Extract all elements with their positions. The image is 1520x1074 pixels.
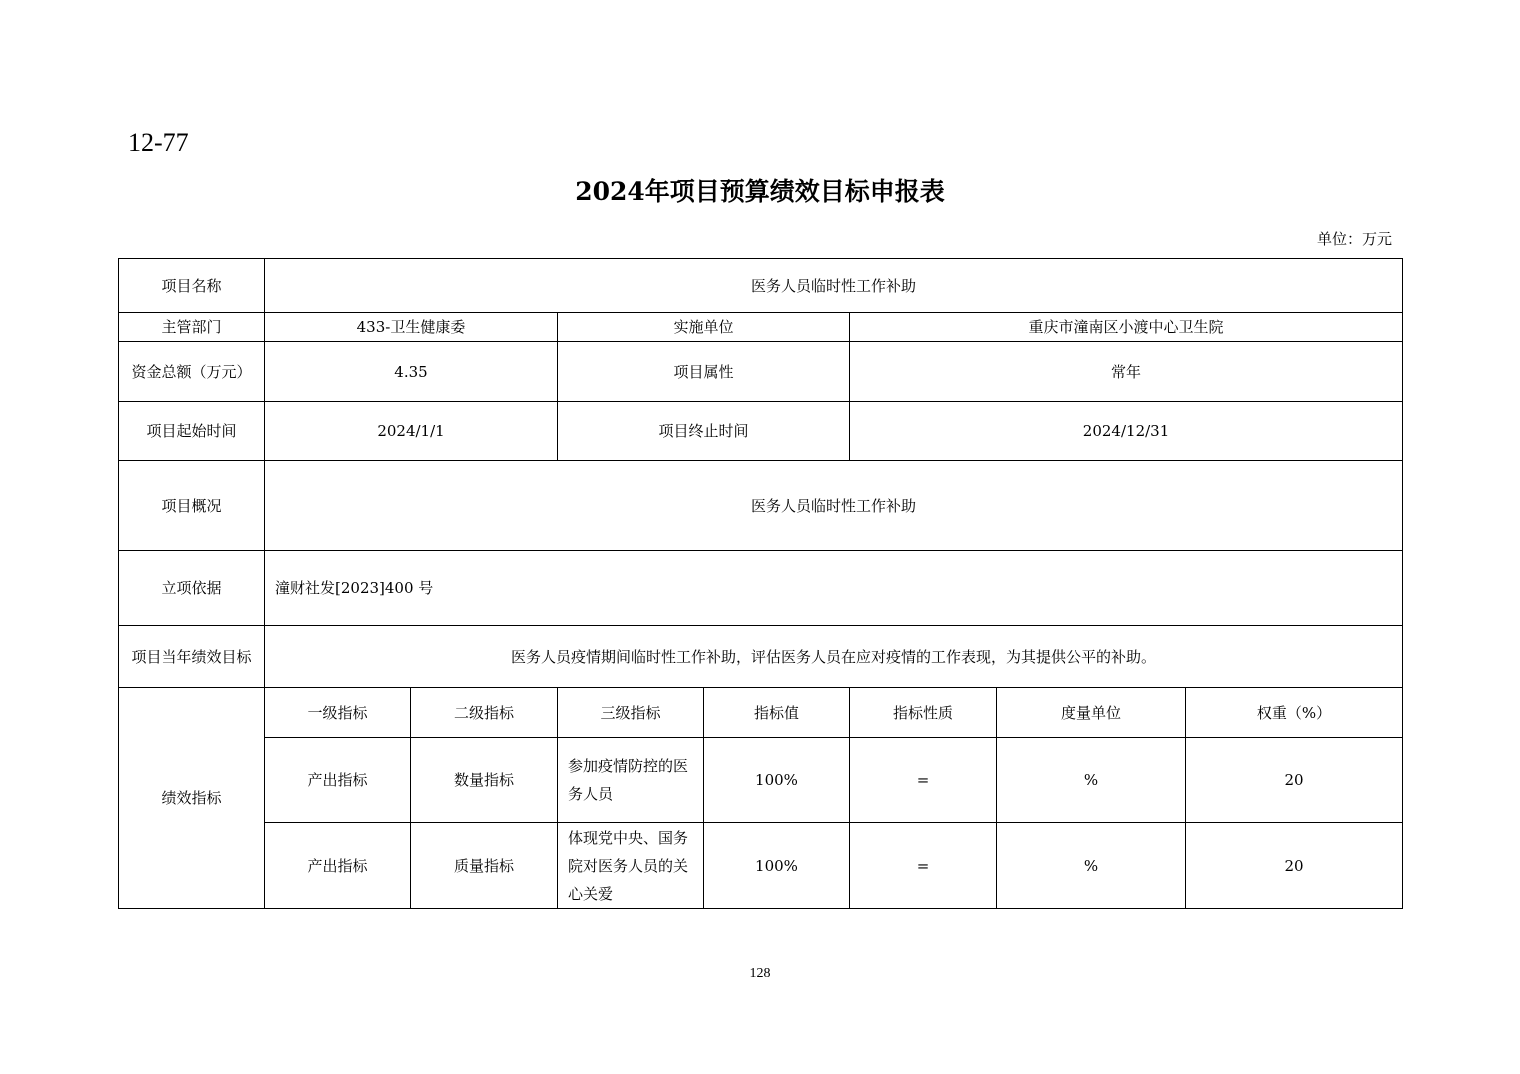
level2-cell: 数量指标 <box>411 738 558 823</box>
table-row <box>119 823 1403 909</box>
row-department <box>119 313 1403 342</box>
implementer-value: 重庆市潼南区小渡中心卫生院 <box>850 313 1403 342</box>
indicators-label: 绩效指标 <box>119 688 265 909</box>
page-number: 128 <box>749 966 771 981</box>
total-funds-label: 资金总额（万元） <box>119 342 265 402</box>
basis-value: 潼财社发[2023]400 号 <box>265 551 1403 626</box>
department-value: 433-卫生健康委 <box>265 313 558 342</box>
value-cell: 100% <box>704 823 850 909</box>
page-code: 12-77 <box>128 128 189 157</box>
total-funds-value: 4.35 <box>265 342 558 402</box>
document-title: 2024年项目预算绩效目标申报表 <box>575 177 945 206</box>
annual-goal-value: 医务人员疫情期间临时性工作补助，评估医务人员在应对疫情的工作表现，为其提供公平的补助。 <box>265 626 1403 688</box>
level1-cell: 产出指标 <box>265 738 411 823</box>
table-row <box>119 738 1403 823</box>
row-overview <box>119 461 1403 551</box>
header-level3: 三级指标 <box>558 688 704 738</box>
row-basis <box>119 551 1403 626</box>
row-annual-goal <box>119 626 1403 688</box>
level3-cell: 体现党中央、国务院对医务人员的关心关爱 <box>558 823 704 909</box>
value-cell: 100% <box>704 738 850 823</box>
overview-value: 医务人员临时性工作补助 <box>265 461 1403 551</box>
unit-cell: % <box>997 823 1186 909</box>
nature-cell: = <box>850 738 997 823</box>
row-funds <box>119 342 1403 402</box>
nature-cell: = <box>850 823 997 909</box>
budget-performance-table <box>118 258 1403 909</box>
project-name-label: 项目名称 <box>119 259 265 313</box>
end-time-label: 项目终止时间 <box>558 402 850 461</box>
level3-cell: 参加疫情防控的医务人员 <box>558 738 704 823</box>
unit-cell: % <box>997 738 1186 823</box>
weight-cell: 20 <box>1186 823 1403 909</box>
project-name-value: 医务人员临时性工作补助 <box>265 259 1403 313</box>
start-time-label: 项目起始时间 <box>119 402 265 461</box>
department-label: 主管部门 <box>119 313 265 342</box>
header-weight: 权重（%） <box>1186 688 1403 738</box>
weight-cell: 20 <box>1186 738 1403 823</box>
basis-label: 立项依据 <box>119 551 265 626</box>
level2-cell: 质量指标 <box>411 823 558 909</box>
row-indicator-headers <box>119 688 1403 738</box>
unit-label: 单位：万元 <box>1316 230 1392 248</box>
row-time <box>119 402 1403 461</box>
header-level2: 二级指标 <box>411 688 558 738</box>
header-level1: 一级指标 <box>265 688 411 738</box>
header-nature: 指标性质 <box>850 688 997 738</box>
row-project-name <box>119 259 1403 313</box>
start-time-value: 2024/1/1 <box>265 402 558 461</box>
attribute-label: 项目属性 <box>558 342 850 402</box>
attribute-value: 常年 <box>850 342 1403 402</box>
header-value: 指标值 <box>704 688 850 738</box>
implementer-label: 实施单位 <box>558 313 850 342</box>
annual-goal-label: 项目当年绩效目标 <box>119 626 265 688</box>
level1-cell: 产出指标 <box>265 823 411 909</box>
overview-label: 项目概况 <box>119 461 265 551</box>
end-time-value: 2024/12/31 <box>850 402 1403 461</box>
header-unit: 度量单位 <box>997 688 1186 738</box>
